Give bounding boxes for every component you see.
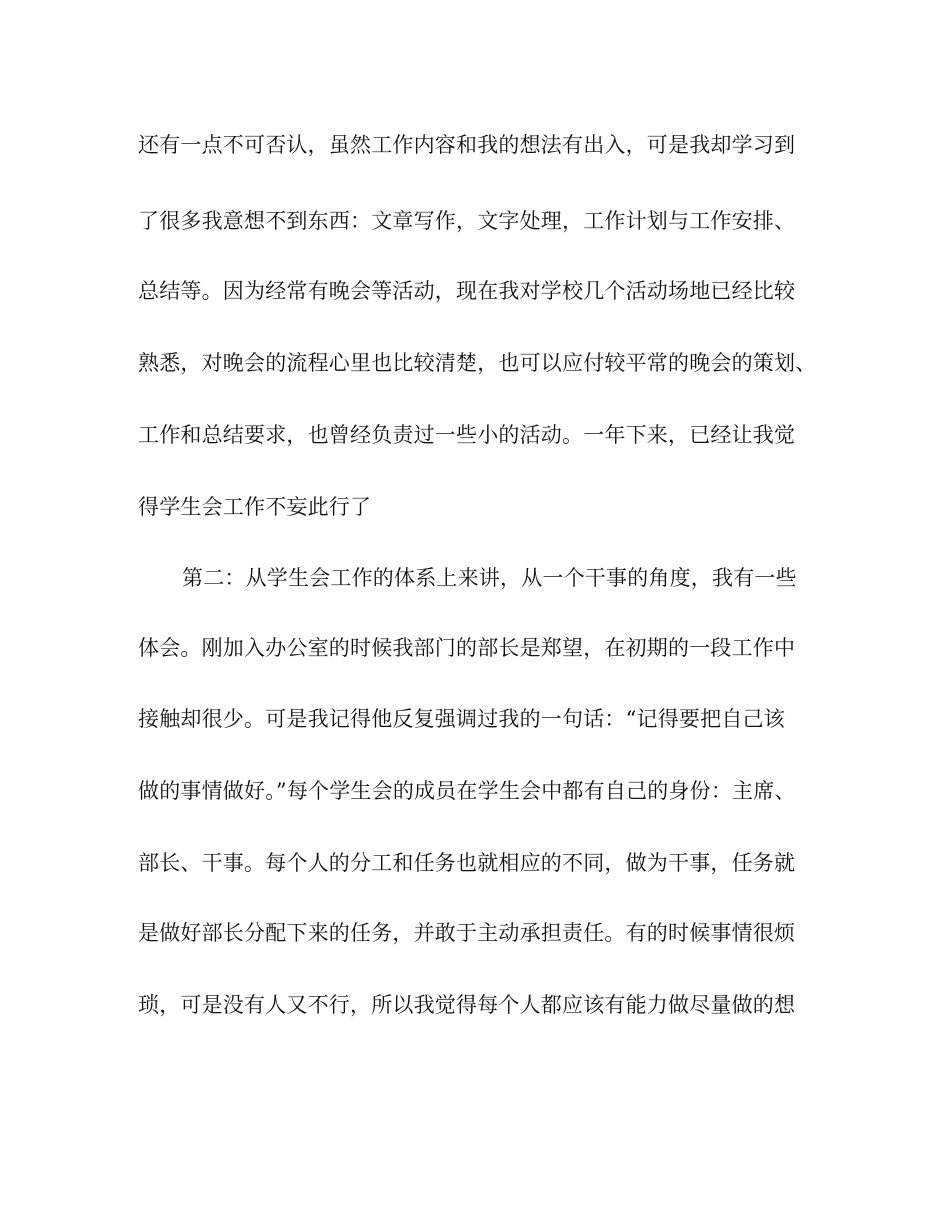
text-line: 部长、干事。每个人的分工和任务也就相应的不同，做为干事，任务就 <box>138 851 796 875</box>
text-line: 了很多我意想不到东西：文章写作，文字处理，工作计划与工作安排、 <box>138 209 796 233</box>
text-line: 接触却很少。可是我记得他反复强调过我的一句话：“记得要把自己该 <box>138 707 785 731</box>
text-line: 做的事情做好。”每个学生会的成员在学生会中都有自己的身份：主席、 <box>138 779 796 803</box>
text-line: 熟悉，对晚会的流程心里也比较清楚，也可以应付较平常的晚会的策划、 <box>138 351 817 375</box>
text-line: 还有一点不可否认，虽然工作内容和我的想法有出入，可是我却学习到 <box>138 133 796 157</box>
text-line: 体会。刚加入办公室的时候我部门的部长是郑望，在初期的一段工作中 <box>138 636 796 660</box>
text-line: 总结等。因为经常有晚会等活动，现在我对学校几个活动场地已经比较 <box>138 279 796 303</box>
text-line: 得学生会工作不妄此行了 <box>138 495 372 519</box>
text-line: 琐，可是没有人又不行，所以我觉得每个人都应该有能力做尽量做的想 <box>138 993 796 1017</box>
text-line: 工作和总结要求，也曾经负责过一些小的活动。一年下来，已经让我觉 <box>138 423 796 447</box>
text-line: 是做好部长分配下来的任务，并敢于主动承担责任。有的时候事情很烦 <box>138 921 796 945</box>
paragraph-first-line: 第二：从学生会工作的体系上来讲，从一个干事的角度，我有一些 <box>182 566 797 590</box>
